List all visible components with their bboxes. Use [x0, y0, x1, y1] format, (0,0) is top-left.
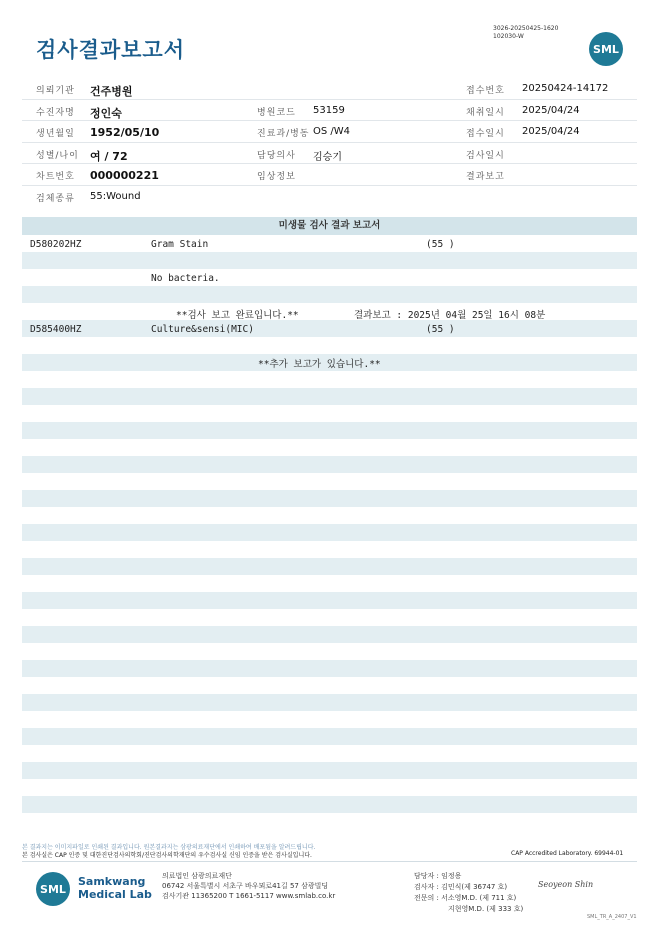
report-title: 검사결과보고서 — [36, 38, 186, 62]
result-row — [22, 796, 637, 813]
test-ref: (55 ) — [426, 324, 455, 335]
test-name: Gram Stain — [151, 239, 209, 250]
reference-code: 3026-20250425-1620 102030-W — [493, 25, 559, 40]
result-row — [22, 473, 637, 490]
result-row — [22, 813, 637, 830]
doctor-value: 김승기 — [313, 151, 342, 163]
received-date-value: 2025/04/24 — [522, 126, 580, 137]
hospital-code-value: 53159 — [313, 104, 345, 116]
sex-age-value: 여 / 72 — [90, 149, 128, 163]
result-row — [22, 405, 637, 422]
test-code: D585400HZ — [30, 324, 82, 335]
dept-value: OS /W4 — [313, 126, 351, 137]
report-complete-note: **검사 보고 완료입니다.** — [176, 310, 299, 321]
sml-logo-icon: SML — [36, 872, 70, 906]
result-row — [22, 694, 637, 711]
info-row: 검체종류 55:Wound — [36, 190, 141, 204]
lab-address: 의료법인 삼광의료재단 06742 서울특별시 서초구 바우뫼로41길 57 삼광빌딩 검사기관 11365200 T 1661-5117 www.smlab.co.kr — [162, 872, 336, 900]
result-row — [22, 371, 637, 388]
result-row — [22, 320, 637, 337]
result-row — [22, 235, 637, 252]
result-row — [22, 745, 637, 762]
receipt-no-value: 20250424-14172 — [522, 83, 609, 94]
result-row — [22, 422, 637, 439]
result-row — [22, 677, 637, 694]
hospital-value: 건주병원 — [90, 85, 133, 98]
result-row — [22, 643, 637, 660]
info-row: 생년월일 1952/05/10 진료과/병동 OS /W4 접수일시 2025/04/24 — [22, 121, 637, 143]
test-name: Culture&sensi(MIC) — [151, 324, 254, 335]
result-row — [22, 711, 637, 728]
result-row — [22, 762, 637, 779]
info-row: 차트번호 000000221 임상정보 결과보고 — [22, 164, 637, 186]
result-row — [22, 779, 637, 796]
form-code: SML_TR_A_2407_V1 — [587, 914, 637, 920]
result-row — [22, 490, 637, 507]
result-row — [22, 609, 637, 626]
info-row: 성별/나이 여 / 72 담당의사 김승기 검사일시 — [22, 143, 637, 165]
result-row — [22, 337, 637, 354]
info-row: 의뢰기관 건주병원 접수번호 20250424-14172 — [22, 78, 637, 100]
results-table — [22, 235, 637, 830]
result-row — [22, 592, 637, 609]
collected-date-value: 2025/04/24 — [522, 104, 580, 116]
specimen-value: 55:Wound — [90, 190, 141, 202]
result-row — [22, 524, 637, 541]
additional-report-note: **추가 보고가 있습니다.** — [258, 359, 381, 370]
result-row — [22, 269, 637, 286]
footer-divider — [22, 861, 637, 862]
result-row — [22, 660, 637, 677]
result-row — [22, 558, 637, 575]
report-time: 결과보고 : 2025년 04월 25일 16시 08분 — [354, 310, 546, 321]
result-row — [22, 728, 637, 745]
chart-no-value: 000000221 — [90, 169, 159, 182]
result-row — [22, 541, 637, 558]
result-row — [22, 286, 637, 303]
result-row — [22, 575, 637, 592]
info-row: 수진자명 정인숙 병원코드 53159 채취일시 2025/04/24 — [22, 100, 637, 122]
result-row — [22, 439, 637, 456]
test-code: D580202HZ — [30, 239, 82, 250]
staff-list: 담당자 : 임정용 검사자 : 김민식(제 36747 호) 전문의 : 서소영M.D. (제 711 호) 지현영M.D. (제 333 호) — [414, 872, 524, 913]
patient-name-value: 정인숙 — [90, 106, 122, 120]
patient-info-table — [22, 78, 637, 206]
result-row — [22, 507, 637, 524]
result-row — [22, 252, 637, 269]
result-row — [22, 626, 637, 643]
footer-disclaimer: 본 결과지는 이미지파일로 인쇄된 결과입니다. 원본결과지는 삼광의료재단에서 인쇄하여 배포됨을 알려드립니다. — [22, 844, 316, 851]
sml-logo-icon: SML — [589, 32, 623, 66]
test-result: No bacteria. — [151, 273, 220, 284]
test-ref: (55 ) — [426, 239, 455, 250]
lab-name: Samkwang Medical Lab — [78, 875, 152, 901]
cap-accreditation: CAP Accredited Laboratory. 69944-01 — [511, 850, 624, 857]
footer-certification: 본 검사실은 CAP 인증 및 대한진단검사의학회/진단검사의학재단의 우수검사실 신임 인증을 받은 검사실입니다. — [22, 852, 312, 859]
dob-value: 1952/05/10 — [90, 126, 160, 139]
signature-image: Seoyeon Shin — [538, 880, 594, 889]
section-title: 미생물 검사 결과 보고서 — [22, 217, 637, 235]
result-row — [22, 388, 637, 405]
result-row — [22, 456, 637, 473]
